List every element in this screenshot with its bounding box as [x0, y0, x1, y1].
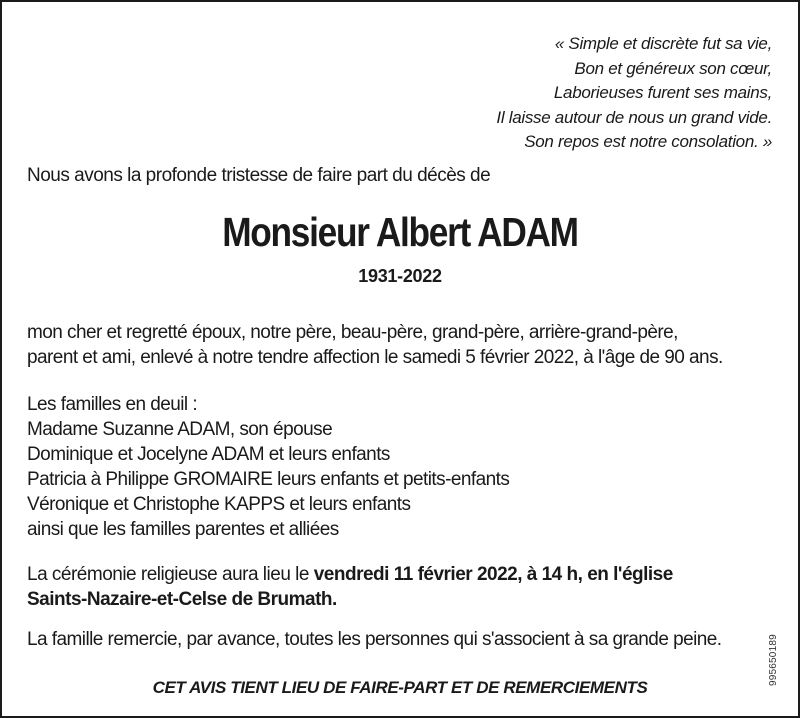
ceremony-line-1	[27, 562, 673, 587]
poem-line: « Simple et discrète fut sa vie,	[554, 34, 772, 53]
families-heading: Les familles en deuil :	[27, 394, 198, 415]
footer-notice: CET AVIS TIENT LIEU DE FAIRE-PART ET DE REMERCIEMENTS	[152, 678, 648, 697]
deceased-dates: 1931-2022	[358, 266, 442, 286]
thanks-text: La famille remercie, par avance, toutes les personnes qui s'associent à sa grande peine.	[27, 629, 722, 650]
deceased-name: Monsieur Albert ADAM	[222, 209, 578, 255]
family-member: Véronique et Christophe KAPPS et leurs enfants	[27, 494, 411, 515]
ceremony-date-time: vendredi 11 février 2022, à 14 h, en l'église	[313, 564, 673, 585]
reference-number: 995650189	[768, 634, 779, 686]
poem-line: Il laisse autour de nous un grand vide.	[496, 107, 772, 127]
announcement-line: parent et ami, enlevé à notre tendre affection le samedi 5 février 2022, à l'âge de 90 ans.	[27, 347, 723, 368]
announcement-line: mon cher et regretté époux, notre père, beau-père, grand-père, arrière-grand-père,	[27, 322, 678, 343]
ceremony-line-2	[27, 587, 673, 612]
ceremony-intro: La cérémonie religieuse aura lieu le	[27, 564, 314, 585]
family-member: ainsi que les familles parentes et alliées	[27, 519, 339, 540]
poem-line: Laborieuses furent ses mains,	[553, 83, 772, 102]
ceremony-location: Saints-Nazaire-et-Celse de Brumath.	[27, 589, 337, 610]
poem-line: Son repos est notre consolation. »	[524, 132, 772, 151]
family-member: Patricia à Philippe GROMAIRE leurs enfants et petits-enfants	[27, 469, 510, 490]
announcement-text	[27, 320, 723, 370]
poem-line: Bon et généreux son cœur,	[574, 58, 772, 78]
poem-quote	[496, 32, 772, 155]
ceremony-info	[27, 562, 673, 612]
family-member: Madame Suzanne ADAM, son épouse	[27, 419, 333, 440]
intro-text: Nous avons la profonde tristesse de faire part du décès de	[27, 165, 491, 186]
family-member: Dominique et Jocelyne ADAM et leurs enfants	[27, 444, 390, 465]
mourning-families	[27, 392, 509, 542]
